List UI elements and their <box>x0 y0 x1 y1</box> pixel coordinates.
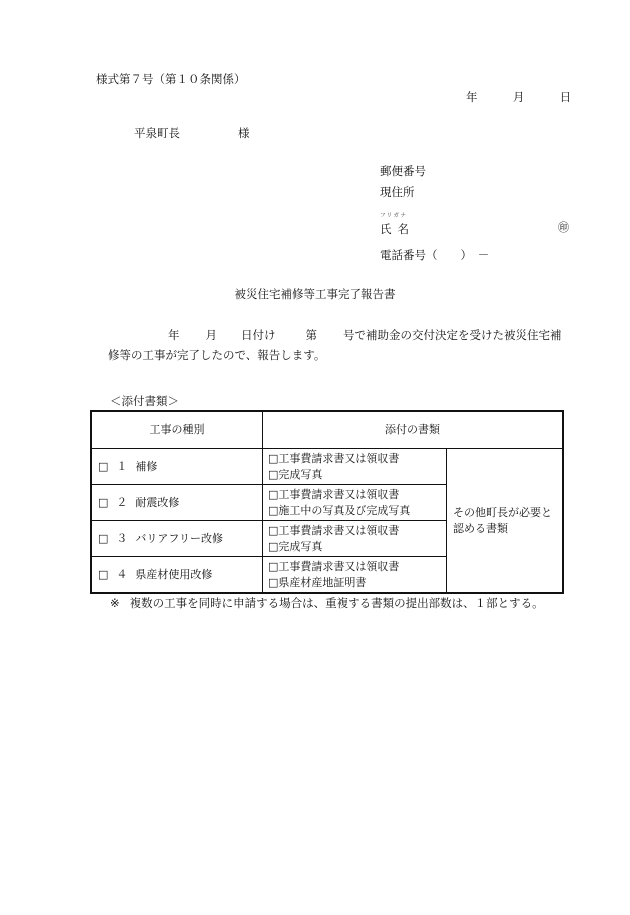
docs-cell <box>263 449 447 485</box>
work-type-label: バリアフリー改修 <box>135 531 223 545</box>
body-month: 月 <box>205 328 217 342</box>
work-type-checkbox[interactable]: □ <box>98 531 109 545</box>
addressee <box>134 128 250 140</box>
body-day: 日付け <box>241 328 276 342</box>
work-type-number: ２ <box>116 495 128 509</box>
body-text <box>96 325 586 365</box>
footnote <box>110 598 544 610</box>
docs-cell <box>263 521 447 557</box>
work-type-label: 耐震改修 <box>135 495 180 509</box>
body-number-prefix: 第 <box>305 328 317 342</box>
doc-checkbox-item[interactable]: □工事費請求書又は領収書 <box>268 451 400 465</box>
work-type-checkbox[interactable]: □ <box>98 495 109 509</box>
doc-checkbox-item[interactable]: □完成写真 <box>268 539 323 553</box>
date-line <box>466 92 571 104</box>
doc-checkbox-item[interactable]: □工事費請求書又は領収書 <box>268 487 400 501</box>
other-docs-cell <box>447 449 564 594</box>
work-type-label: 県産材使用改修 <box>135 567 213 581</box>
work-type-checkbox[interactable]: □ <box>98 459 109 473</box>
docs-cell <box>263 485 447 521</box>
work-type-cell <box>91 557 263 594</box>
doc-checkbox-item[interactable]: □工事費請求書又は領収書 <box>268 523 400 537</box>
body-number-suffix: 号で補助金の交付決定を受けた被災住宅補 <box>343 328 562 342</box>
doc-checkbox-item[interactable]: □県産材産地証明書 <box>268 575 367 589</box>
work-type-number: ３ <box>116 531 128 545</box>
body-line-2: 修等の工事が完了したので、報告します。 <box>108 348 326 362</box>
header-attached-docs: 添付の書類 <box>263 411 564 449</box>
doc-checkbox-item[interactable]: □工事費請求書又は領収書 <box>268 559 400 573</box>
addressee-honorific: 様 <box>238 126 250 140</box>
form-number: 様式第７号（第１０条関係） <box>96 72 246 86</box>
doc-checkbox-item[interactable]: □施工中の写真及び完成写真 <box>268 503 411 517</box>
name-label: 氏名 <box>380 222 415 236</box>
docs-cell <box>263 557 447 594</box>
date-day-label: 日 <box>559 90 572 104</box>
seal-mark: ㊞ <box>558 221 569 234</box>
work-type-cell <box>91 485 263 521</box>
attachments-table <box>90 410 564 594</box>
other-docs-line: その他町長が必要と <box>453 505 552 519</box>
note-text: 複数の工事を同時に申請する場合は、重複する書類の提出部数は、１部とする。 <box>129 596 544 610</box>
table-row <box>91 449 563 485</box>
other-docs-line: 認める書類 <box>453 521 508 535</box>
work-type-cell <box>91 449 263 485</box>
addressee-name: 平泉町長 <box>134 126 180 140</box>
address-label: 現住所 <box>380 185 415 199</box>
work-type-cell <box>91 521 263 557</box>
header-work-type: 工事の種別 <box>91 411 263 449</box>
body-year: 年 <box>168 328 180 342</box>
work-type-checkbox[interactable]: □ <box>98 567 109 581</box>
date-year-label: 年 <box>466 90 478 104</box>
attachments-heading: ＜添付書類＞ <box>110 394 179 408</box>
date-month-label: 月 <box>512 90 525 104</box>
document-title: 被災住宅補修等工事完了報告書 <box>234 287 396 301</box>
work-type-number: １ <box>116 459 128 473</box>
furigana-label: フリガナ <box>380 213 408 219</box>
phone-label: 電話番号（ ） － <box>380 248 490 262</box>
body-line-1 <box>96 325 586 345</box>
work-type-number: ４ <box>116 567 128 581</box>
note-mark: ※ <box>110 596 120 610</box>
work-type-label: 補修 <box>135 459 158 473</box>
doc-checkbox-item[interactable]: □完成写真 <box>268 467 323 481</box>
postal-code-label: 郵便番号 <box>380 164 426 178</box>
table-header-row <box>91 411 563 449</box>
